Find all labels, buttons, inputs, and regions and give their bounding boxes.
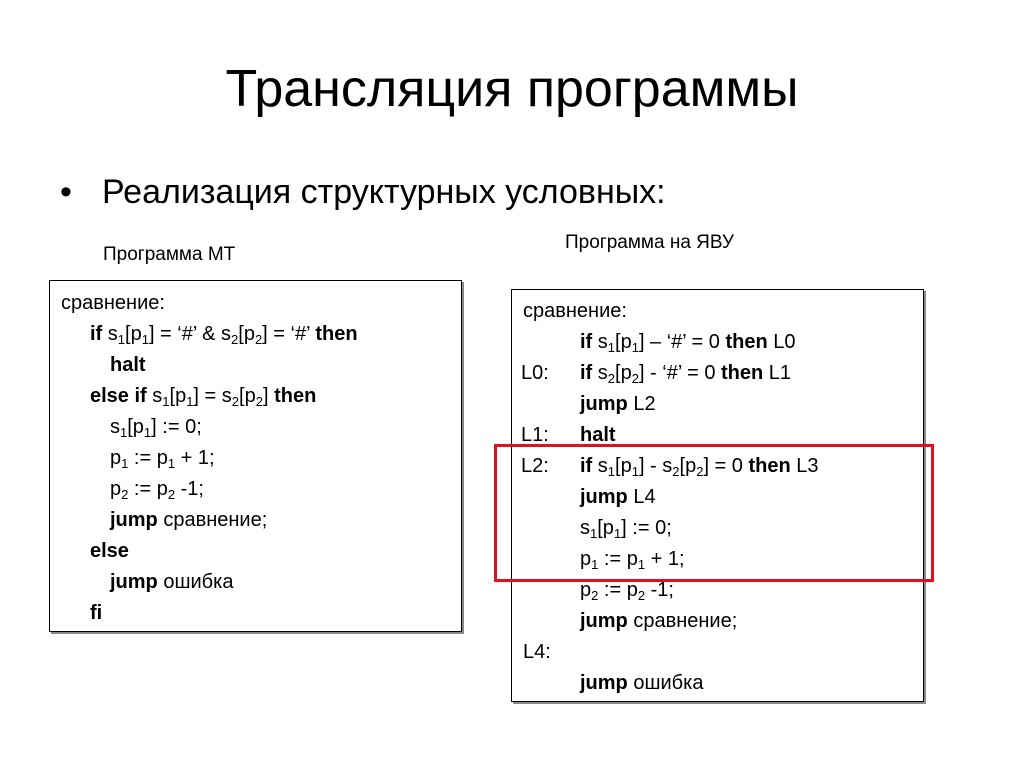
keyword: if [580,455,593,477]
subscript: 2 [167,487,176,502]
code-line [523,637,551,668]
var-p: p [626,579,638,601]
subscript: 2 [254,332,263,347]
code-text: - [644,455,663,477]
bracket: [ [169,385,176,407]
var-p: p [602,517,614,539]
keyword: if [90,323,103,345]
goto-label: L1 [768,362,792,384]
code-line [90,598,102,629]
code-text: = 0 [709,455,749,477]
goto-label: L4 [633,486,656,508]
slide-title: Трансляция программы [225,60,799,118]
code-text: сравнение; [163,509,268,531]
bracket: ] [151,416,157,438]
keyword: else if [90,385,147,407]
subscript: 1 [162,394,170,409]
keyword: fi [90,602,103,624]
code-label: сравнение: [61,292,165,314]
bracket: ] [638,362,645,384]
var-p: p [175,385,187,407]
var-p: p [156,447,168,469]
bracket: ] [262,323,268,345]
subscript: 2 [672,464,680,479]
bracket: [ [127,416,133,438]
keyword: if [580,331,593,353]
keyword: else [90,540,129,562]
bracket: [ [679,455,686,477]
left-caption: Программа МТ [103,244,236,265]
bracket: ] [638,331,645,353]
subscript: 2 [696,464,704,479]
keyword: then [725,331,768,353]
subscript: 2 [607,371,616,386]
var-p: p [130,323,142,345]
bracket: [ [597,517,603,539]
code-line [61,288,165,319]
var-p: p [244,385,256,407]
code-line [90,319,358,350]
code-text: сравнение; [633,610,738,632]
code-text: -1; [645,579,674,601]
subscript: 1 [607,464,616,479]
code-line [90,536,129,567]
var-s: s [597,455,608,477]
code-line [110,350,146,381]
code-line [580,389,656,420]
code-text: -1; [175,478,204,500]
code-line [580,668,703,699]
code-label: L4: [523,641,551,663]
code-line [90,381,316,412]
bracket: ] [193,385,199,407]
bracket: ] [638,455,645,477]
bullet-icon: • [60,173,72,211]
code-text: := [128,447,157,469]
var-s: s [107,323,118,345]
subscript: 1 [143,425,152,440]
var-s: s [597,331,608,353]
subscript: 2 [591,588,599,603]
keyword: jump [110,509,158,531]
bracket: ] [262,385,269,407]
var-s: s [580,517,590,539]
code-label: L1: [521,424,549,446]
code-text: – ‘#’ = 0 [644,331,726,353]
keyword: jump [580,486,628,508]
var-p: p [685,455,697,477]
bracket: ] [703,455,709,477]
code-text: = ‘#’ & [154,323,222,345]
keyword: then [721,362,764,384]
subscript: 1 [637,557,646,572]
subscript: 1 [141,332,149,347]
var-s: s [597,362,608,384]
code-text: := 0; [156,416,202,438]
keyword: jump [580,610,628,632]
subscript: 2 [631,371,639,386]
bullet-text: Реализация структурных условных: [102,173,666,211]
code-text: := [598,579,627,601]
var-s: s [152,385,163,407]
subscript: 1 [121,456,129,471]
keyword: halt [580,424,616,446]
code-text: = ‘#’ [267,323,316,345]
subscript: 1 [613,526,622,541]
highlight-frame [494,444,934,582]
subscript: 1 [631,464,639,479]
goto-label: L2 [633,393,656,415]
code-text: := [598,548,627,570]
var-p: p [626,548,638,570]
bracket: ] [621,517,627,539]
var-s: s [662,455,673,477]
var-p: p [620,455,632,477]
keyword: if [580,362,593,384]
code-label: сравнение: [523,300,627,322]
subscript: 2 [231,394,240,409]
bracket: ] [148,323,155,345]
var-p: p [620,362,632,384]
code-line [580,606,737,637]
code-line [110,567,233,598]
var-s: s [221,323,232,345]
var-p: p [580,548,592,570]
subscript: 2 [255,394,263,409]
keyword: jump [580,393,628,415]
code-line [110,505,267,536]
var-p: p [243,323,255,345]
code-statement [580,358,791,389]
right-caption: Программа на ЯВУ [565,232,734,253]
left-code-box [49,280,462,632]
subscript: 1 [186,394,194,409]
bracket: [ [615,362,621,384]
code-line [110,412,202,443]
subscript: 1 [117,332,126,347]
bracket: [ [615,331,621,353]
keyword: halt [110,354,146,376]
code-line [110,474,204,505]
subscript: 1 [631,340,639,355]
keyword: then [748,455,791,477]
goto-label: L3 [796,455,819,477]
subscript: 1 [590,526,598,541]
code-text: - ‘#’ = 0 [644,362,722,384]
code-text: + 1; [175,447,215,469]
var-p: p [132,416,144,438]
subscript: 2 [637,588,646,603]
var-p: p [620,331,632,353]
code-line [580,327,796,358]
bracket: [ [239,385,245,407]
code-text: := 0; [626,517,672,539]
code-line [110,443,215,474]
subscript: 2 [231,332,239,347]
code-label: L2: [521,455,549,477]
var-s: s [110,416,120,438]
subscript: 1 [120,425,128,440]
code-line [523,296,627,327]
keyword: then [315,323,358,345]
var-s: s [221,385,232,407]
code-text: + 1; [645,548,685,570]
code-text: = [198,385,222,407]
subscript: 2 [121,487,129,502]
code-text: ошибка [163,571,234,593]
keyword: jump [580,672,628,694]
subscript: 1 [591,557,599,572]
subscript: 1 [607,340,616,355]
var-p: p [156,478,168,500]
goto-label: L0 [773,331,796,353]
var-p: p [110,447,122,469]
subscript: 1 [167,456,176,471]
bracket: [ [125,323,131,345]
keyword: then [274,385,317,407]
keyword: jump [110,571,158,593]
code-text: := [128,478,157,500]
var-p: p [110,478,122,500]
bracket: [ [238,323,244,345]
code-label: L0: [521,362,549,384]
var-p: p [580,579,592,601]
bracket: [ [615,455,621,477]
code-text: ошибка [633,672,704,694]
